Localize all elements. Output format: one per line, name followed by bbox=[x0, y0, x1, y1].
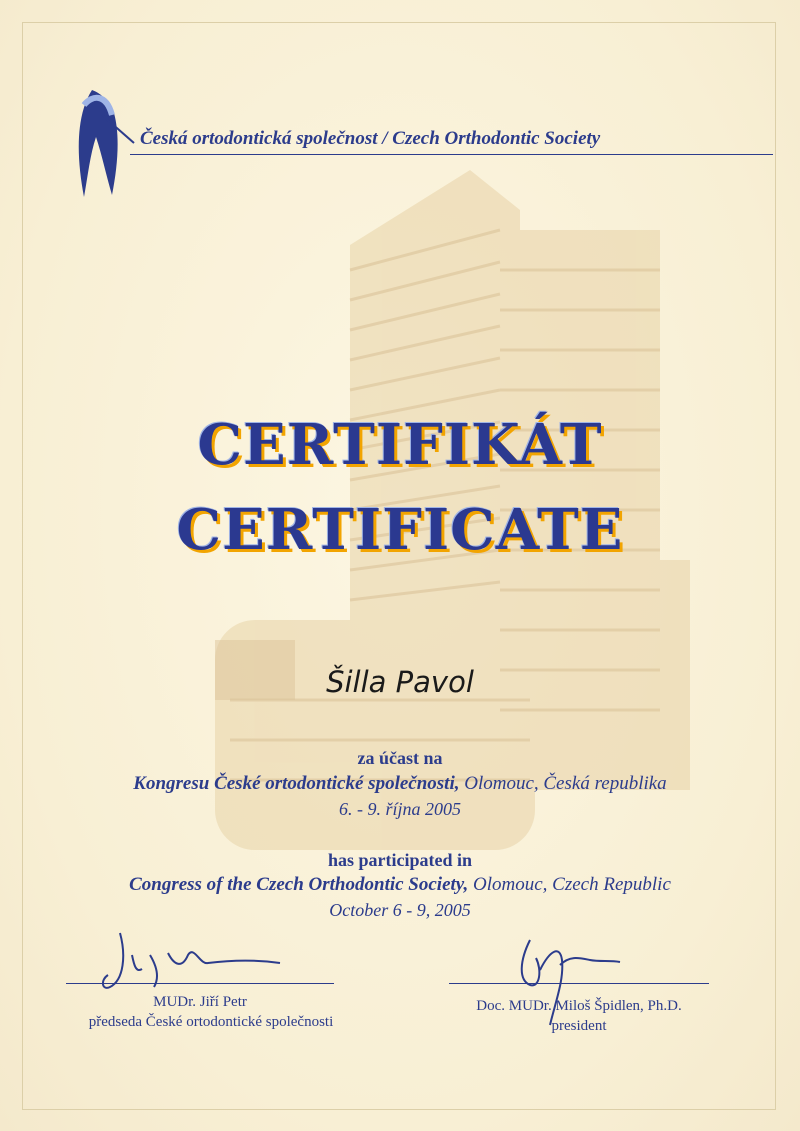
signature-right bbox=[500, 930, 630, 1030]
title-czech: CERTIFIKÁT bbox=[197, 412, 603, 478]
english-event-name: Congress of the Czech Orthodontic Society, bbox=[129, 874, 469, 895]
header-rule bbox=[130, 154, 773, 155]
english-event-place: Olomouc, Czech Republic bbox=[473, 874, 671, 895]
czech-date: 6. - 9. října 2005 bbox=[338, 799, 461, 819]
society-name: Česká ortodontická společnost / Czech Orthodontic Society bbox=[140, 128, 601, 149]
signer-left-role: předseda České ortodontické společnosti bbox=[88, 1014, 334, 1030]
czech-intro: za účast na bbox=[357, 748, 443, 768]
czech-event-name: Kongresu České ortodontické společnosti, bbox=[133, 773, 460, 794]
title-english: CERTIFICATE bbox=[176, 497, 624, 563]
tooth-figure-logo-icon bbox=[62, 85, 142, 205]
signer-left-name: MUDr. Jiří Petr bbox=[153, 994, 247, 1010]
signature-line-right bbox=[449, 983, 709, 984]
english-event bbox=[0, 874, 800, 896]
english-intro: has participated in bbox=[327, 850, 473, 870]
signature-line-left bbox=[66, 983, 334, 984]
signer-right-name: Doc. MUDr. Miloš Špidlen, Ph.D. bbox=[476, 998, 682, 1014]
signer-right-role: president bbox=[551, 1018, 607, 1034]
recipient-name: Šilla Pavol bbox=[326, 665, 474, 699]
signature-left bbox=[90, 925, 290, 995]
english-date: October 6 - 9, 2005 bbox=[329, 900, 471, 920]
czech-event bbox=[0, 773, 800, 795]
czech-event-place: Olomouc, Česká republika bbox=[464, 773, 667, 794]
